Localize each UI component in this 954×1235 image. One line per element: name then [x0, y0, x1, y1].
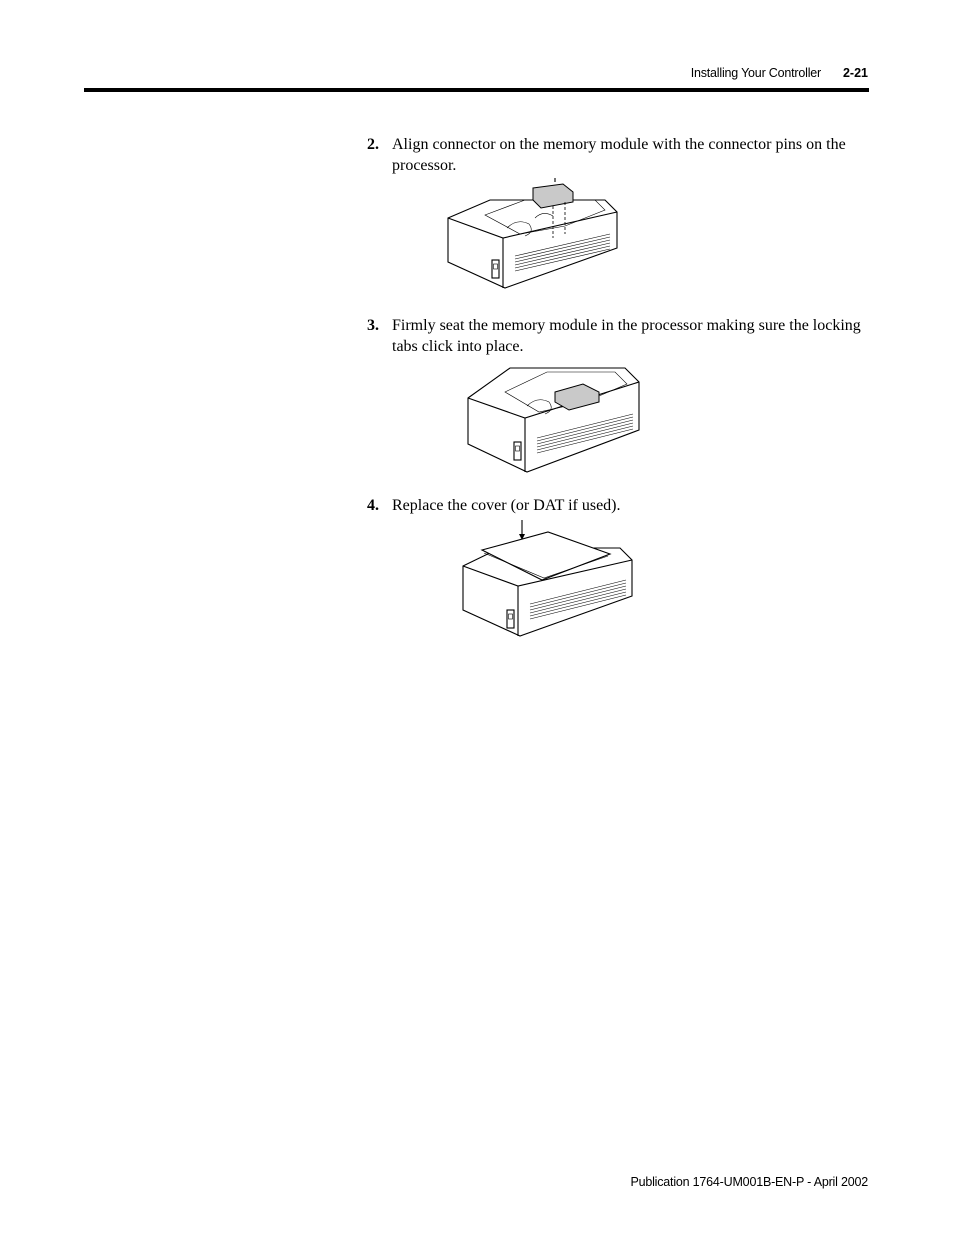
controller-cover-illustration	[460, 518, 635, 640]
header-rule	[84, 88, 869, 92]
step-4-text: Replace the cover (or DAT if used).	[392, 497, 621, 514]
step-2-text: Align connector on the memory module with the connector pins on the processor.	[392, 136, 846, 174]
controller-seat-illustration	[465, 360, 643, 476]
step-2-number: 2.	[367, 136, 379, 153]
header-section-title: Installing Your Controller	[690, 66, 821, 80]
footer-publication: Publication 1764-UM001B-EN-P - April 2002	[630, 1175, 868, 1189]
running-header	[0, 60, 954, 100]
step-3	[367, 315, 872, 357]
figure-align-memory-module	[445, 178, 620, 296]
step-4	[367, 495, 872, 516]
figure-replace-cover	[460, 518, 635, 640]
header-page-number: 2-21	[842, 66, 868, 80]
figure-seat-memory-module	[465, 360, 643, 476]
controller-align-illustration	[445, 178, 620, 296]
step-3-number: 3.	[367, 317, 379, 334]
step-2	[367, 134, 872, 176]
step-3-text: Firmly seat the memory module in the processor making sure the locking tabs click into place.	[392, 317, 861, 355]
step-4-number: 4.	[367, 497, 379, 514]
